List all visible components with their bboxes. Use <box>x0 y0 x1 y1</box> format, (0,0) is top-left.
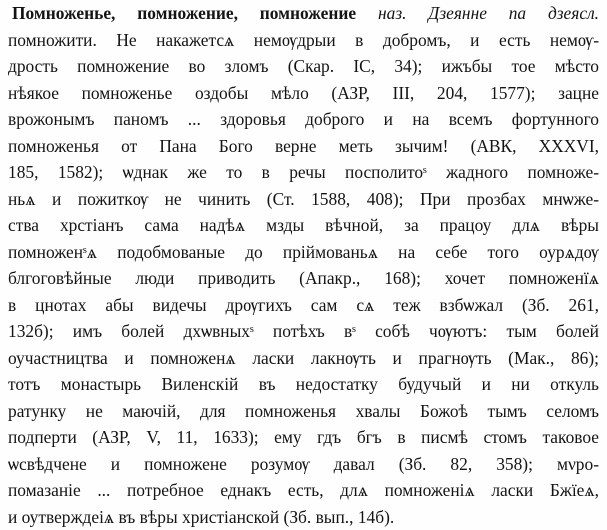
entry-line-5: врожонымъ паномъ ... здоровья доброго и на всемъ фортунного <box>8 109 599 129</box>
entry-line-1 <box>12 0 599 26</box>
entry-headword: Помноженье, помножение, помножение <box>12 3 357 23</box>
entry-line-20: и оутверждеіѧ въ вѣры христіанской (Зб. вып., 14б). <box>8 506 395 527</box>
entry-grammar-note: наз. Дзеянне па дзеясл. <box>378 3 599 23</box>
entry-line-3: дрость помножение во зломъ (Скар. IC, 34); ижъбы тое мѣсто <box>8 56 599 76</box>
entry-line-15: тотъ монастырь Виленскій въ недостатку будучый и ни откуль <box>8 374 599 394</box>
entry-line-11: блгоговѣйные люди приводить (Апакр., 168); хочет помноженїѧ <box>8 268 599 288</box>
entry-line-18: ѡсвѣдчене и помножене розумѹ давал (Зб. 82, 358); мνро- <box>8 453 599 474</box>
entry-line-19: помазаніе ... потребное еднакъ есть, длѧ помноженіѧ ласки Бжїеѧ, <box>8 480 599 500</box>
entry-line-4: нѣякое помноженье оздобы мѣло (АЗР, III, 204, 1577); зацне <box>8 82 599 103</box>
entry-line-12: в цнотах абы видечы дрѹгихъ сам сѧ теж взбѡжал (Зб. 261, <box>8 294 599 315</box>
entry-line-6: помноженья от Пана Бого верне меть зычим! (АВК, XXXVI, <box>8 135 599 156</box>
entry-line-8: ньѧ и пожиткѹ не чинить (Ст. 1588, 408); При прозбах мнѡже- <box>8 188 599 209</box>
entry-line-9: ства хрстіанъ сама надѣѧ мзды вѣчной, за працоу длѧ вѣры <box>8 215 599 235</box>
entry-line-10: помноженˢѧ подобмованые до пріймованьѧ на себе того оурѧдѹ <box>8 241 599 262</box>
entry-line-2: помножити. Не накажетсѧ немѹдрыи в добромъ, и есть немѹ- <box>8 29 599 50</box>
entry-line-14: оучастництва и помноженѧ ласки лакнѹть и прагнѹть (Мак., 86); <box>8 347 599 368</box>
entry-line-13: 132б); имъ болей дхѡвныхˢ потѣхъ вˢ собѣ чѹютъ: тым болей <box>8 321 599 341</box>
entry-line-7: 185, 1582); ѡднак же то в речы посполитоˢ жадного помноже- <box>8 162 599 182</box>
entry-line-17: подперти (АЗР, V, 11, 1633); ему гдъ бгъ в писмѣ стомъ таковое <box>8 427 599 447</box>
entry-line-16: ратунку не маючій, для помноженья хвалы Божоѣ тымъ селомъ <box>8 400 599 421</box>
